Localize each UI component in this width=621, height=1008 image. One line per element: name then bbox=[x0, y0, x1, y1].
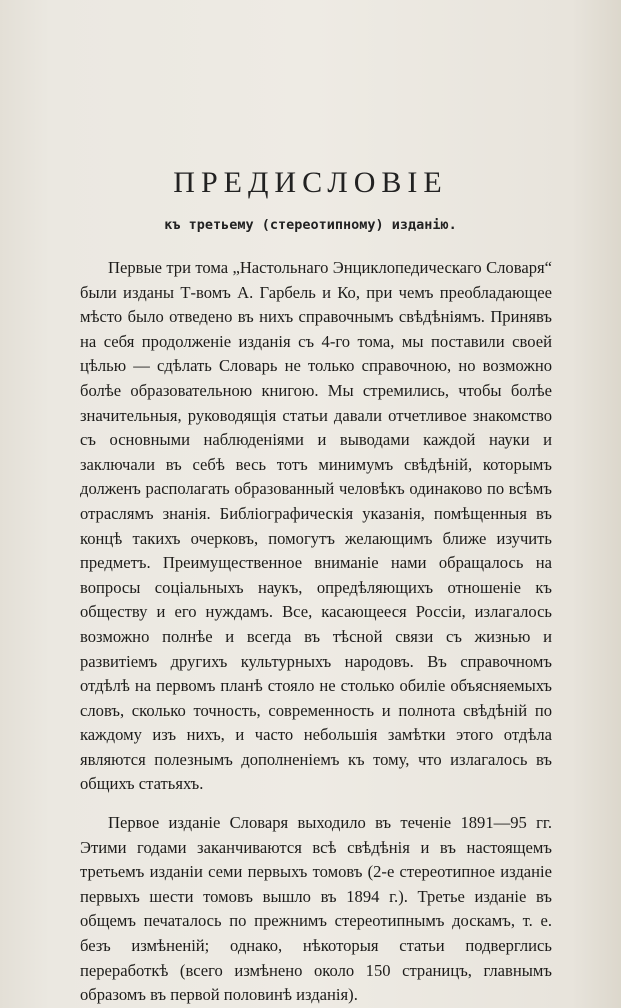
paragraph-1: Первые три тома „Настольнаго Энциклопедическаго Словаря“ были изданы Т-вомъ А. Гарбель и Ко, при чемъ преобладающее мѣсто было отведено въ нихъ справочнымъ свѣдѣніямъ. Принявъ на себя продолженіе изданія съ 4-го тома, мы поставили своей цѣлью — сдѣлать Словарь не только справочною, но возможно болѣе образовательною книгою. Мы стремились, чтобы болѣе значительныя, руководящія статьи давали отчетливое знакомство съ основными наблюденіями и выводами каждой науки и заключали въ себѣ весь тотъ минимумъ свѣдѣній, которымъ долженъ располагать образованный человѣкъ одинаково по всѣмъ отраслямъ знанія. Библіографическія указанія, помѣщенныя въ концѣ такихъ очерковъ, помогутъ желающимъ ближе изучить предметъ. Преимущественное вниманіе нами обращалось на вопросы соціальныхъ наукъ, опредѣляющихъ отношеніе къ обществу и его нуждамъ. Все, касающееся Россіи, излагалось возможно полнѣе и всегда въ тѣсной связи съ жизнью и развитіемъ другихъ культурныхъ народовъ. Въ справочномъ отдѣлѣ на первомъ планѣ стояло не столько обиліе объясняемыхъ словъ, сколько точность, современность и полнота свѣдѣній по каждому изъ нихъ, и часто небольшія замѣтки этого отдѣла являются полезнымъ дополненіемъ къ тому, что излагалось въ общихъ статьяхъ. bbox=[80, 258, 552, 794]
preface-body bbox=[80, 256, 552, 1008]
page-subtitle: къ третьему (стереотипному) изданію. bbox=[164, 217, 457, 233]
paragraph-2: Первое изданіе Словаря выходило въ теченіе 1891—95 гг. Этими годами заканчиваются всѣ свѣдѣнія и въ настоящемъ третьемъ изданіи семи первыхъ томовъ (2-е стереотипное изданіе первыхъ шести томовъ вышло въ 1894 г.). Третье изданіе въ общемъ печаталось по прежнимъ стереотипнымъ доскамъ, т. е. безъ измѣненій; однако, нѣкоторыя статьи подверглись переработкѣ (всего измѣнено около 150 страницъ, главнымъ образомъ въ первой половинѣ изданія). bbox=[80, 813, 552, 1005]
page-title: ПРЕДИСЛОВІЕ bbox=[173, 166, 448, 199]
